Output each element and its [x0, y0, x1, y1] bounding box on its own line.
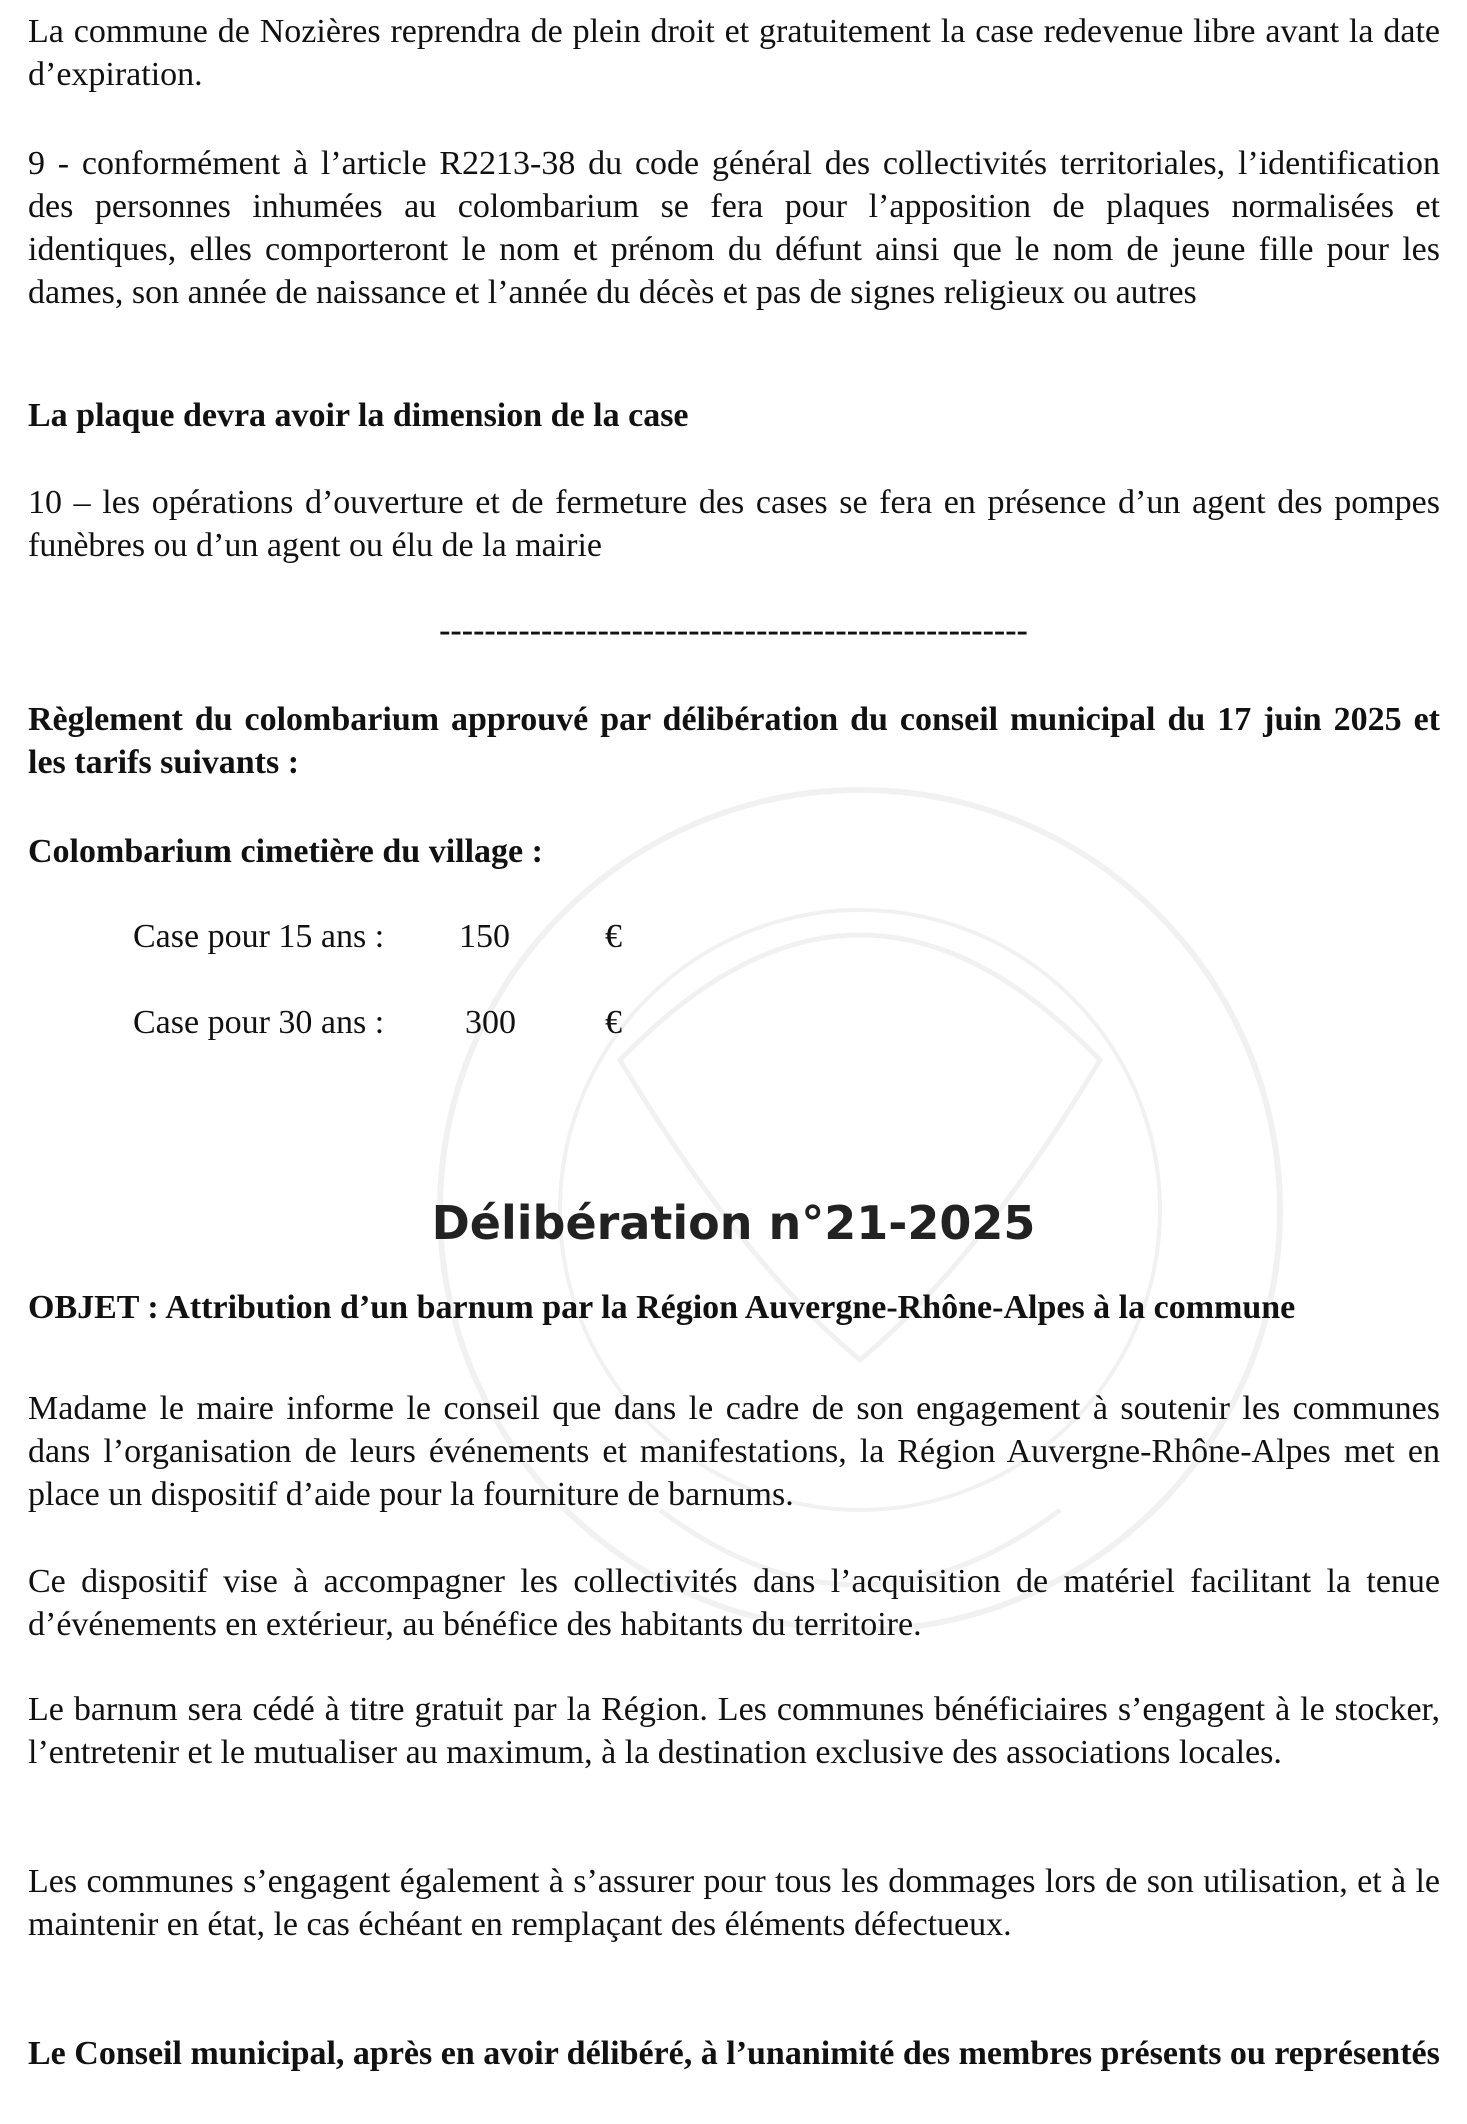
deliberation-title: Délibération n°21-2025 [431, 1196, 1036, 1250]
tarif-label: Case pour 30 ans : [133, 1004, 385, 1041]
separator-line: ---------------------------------------------------- [439, 612, 1028, 649]
tarif-amount: 300 [465, 1004, 516, 1041]
paragraph-article-9: 9 - conformément à l’article R2213-38 du code général des collectivités territoriales, l’identification des personnes inhumées au colombarium se fera pour l’apposition de plaques normalisées et identiques, elles comporteront le nom et prénom du défunt ainsi que le nom de jeune fille pour les dames, son année de naissance et l’année du décès et pas de signes religieux ou autres [28, 145, 1440, 311]
paragraph-article-10: 10 – les opérations d’ouverture et de fermeture des cases se fera en présence d’un agent des pompes funèbres ou d’un agent ou élu de la mairie [28, 484, 1440, 564]
paragraph-reprise: La commune de Nozières reprendra de plein droit et gratuitement la case redevenue libre avant la date d’expiration. [28, 13, 1440, 93]
tarif-currency: € [605, 918, 622, 955]
deliberation-conclusion: Le Conseil municipal, après en avoir délibéré, à l’unanimité des membres présents ou représentés [28, 2035, 1440, 2072]
deliberation-paragraph-4: Les communes s’engagent également à s’assurer pour tous les dommages lors de son utilisation, et à le maintenir en état, le cas échéant en remplaçant des éléments défectueux. [28, 1863, 1440, 1943]
paragraph-plaque-dimension: La plaque devra avoir la dimension de la case [28, 397, 689, 434]
deliberation-paragraph-3: Le barnum sera cédé à titre gratuit par la Région. Les communes bénéficiaires s’engagent à le stocker, l’entretenir et le mutualiser au maximum, à la destination exclusive des associations locales. [28, 1691, 1440, 1771]
deliberation-paragraph-1: Madame le maire informe le conseil que dans le cadre de son engagement à soutenir les communes dans l’organisation de leurs événements et manifestations, la Région Auvergne-Rhône-Alpes met en place un dispositif d’aide pour la fourniture de barnums. [28, 1390, 1440, 1513]
deliberation-objet: OBJET : Attribution d’un barnum par la Région Auvergne-Rhône-Alpes à la commune [28, 1289, 1296, 1326]
tarif-label: Case pour 15 ans : [133, 918, 385, 955]
colombarium-heading: Colombarium cimetière du village : [28, 833, 543, 870]
deliberation-paragraph-2: Ce dispositif vise à accompagner les collectivités dans l’acquisition de matériel facilitant la tenue d’événements en extérieur, au bénéfice des habitants du territoire. [28, 1563, 1440, 1643]
tarif-currency: € [605, 1004, 622, 1041]
tarif-amount: 150 [459, 918, 510, 955]
paragraph-reglement-approuve: Règlement du colombarium approuvé par délibération du conseil municipal du 17 juin 2025 et les tarifs suivants : [28, 701, 1440, 781]
